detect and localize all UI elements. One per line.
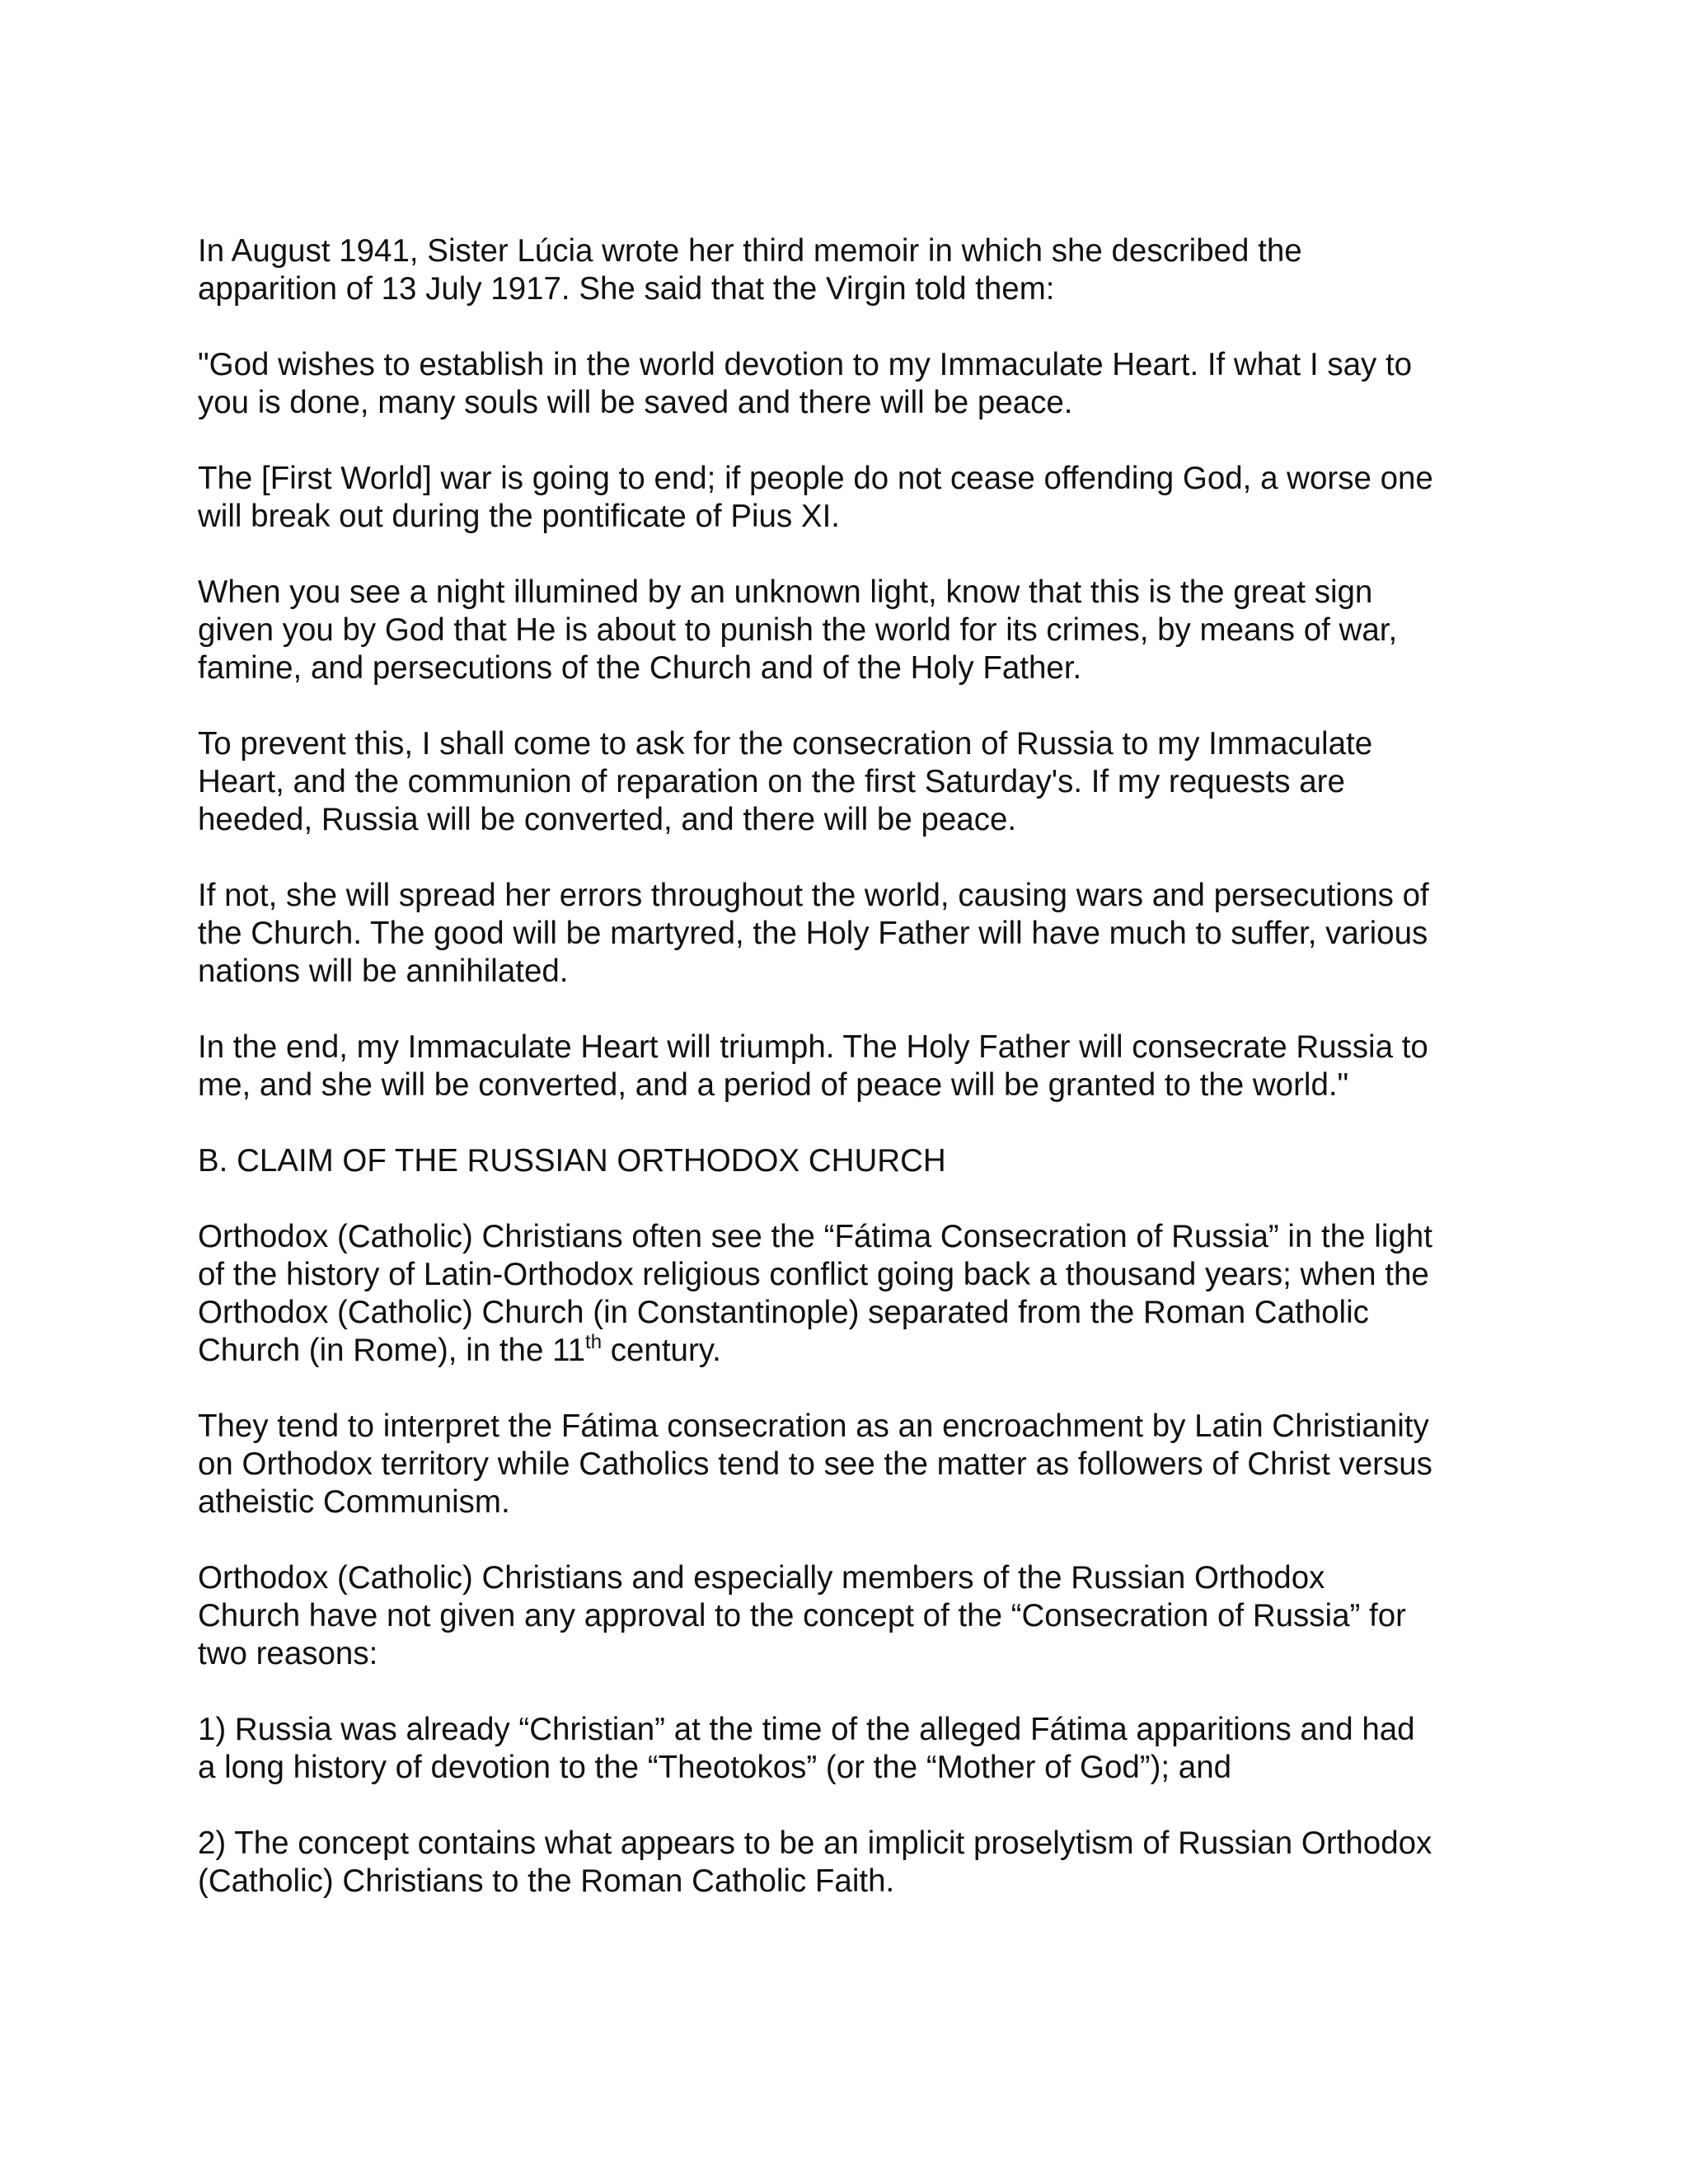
text-line: When you see a night illumined by an unknown light, know that this is the great sign [198,574,1373,610]
text-line: They tend to interpret the Fátima consecration as an encroachment by Latin Christianity [198,1408,1429,1444]
paragraph-quote-sign [198,574,1500,687]
paragraph-no-approval [198,1559,1500,1673]
paragraph-orthodox-view [198,1218,1500,1370]
text-line: 1) Russia was already “Christian” at the time of the alleged Fátima apparitions and had [198,1712,1415,1747]
text-line: Heart, and the communion of reparation on the first Saturday's. If my requests are [198,764,1345,799]
text-line: The [First World] war is going to end; if people do not cease offending God, a worse one [198,461,1433,496]
text-line: In August 1941, Sister Lúcia wrote her third memoir in which she described the [198,233,1302,269]
text-line: atheistic Communism. [198,1484,510,1520]
text-line: "God wishes to establish in the world devotion to my Immaculate Heart. If what I say to [198,347,1413,382]
text-line: me, and she will be converted, and a period of peace will be granted to the world." [198,1067,1349,1103]
text-line: Orthodox (Catholic) Church (in Constantinople) separated from the Roman Catholic [198,1295,1369,1330]
text-line: two reasons: [198,1636,378,1671]
text-line: Orthodox (Catholic) Christians often see the “Fátima Consecration of Russia” in the light [198,1219,1432,1254]
text-line: Church have not given any approval to the concept of the “Consecration of Russia” for [198,1598,1406,1633]
text-line: 2) The concept contains what appears to be an implicit proselytism of Russian Orthodox [198,1825,1432,1861]
text-line: given you by God that He is about to punish the world for its crimes, by means of war, [198,612,1398,648]
text-line: heeded, Russia will be converted, and there will be peace. [198,802,1017,837]
text-line: famine, and persecutions of the Church and of the Holy Father. [198,650,1082,686]
text-line: apparition of 13 July 1917. She said that the Virgin told them: [198,271,1055,307]
text-line: Orthodox (Catholic) Christians and especially members of the Russian Orthodox [198,1560,1325,1596]
paragraph-quote-war [198,460,1500,536]
century-text-before: Church (in Rome), in the 11 [198,1333,586,1368]
ordinal-superscript: th [585,1331,603,1353]
document-page [198,232,1500,1938]
text-line: the Church. The good will be martyred, the Holy Father will have much to suffer, various [198,916,1428,951]
paragraph-quote-triumph [198,1029,1500,1104]
section-heading-text: B. CLAIM OF THE RUSSIAN ORTHODOX CHURCH [198,1143,946,1179]
text-line: you is done, many souls will be saved and there will be peace. [198,385,1073,420]
paragraph-quote-devotion [198,346,1500,422]
text-line: In the end, my Immaculate Heart will triumph. The Holy Father will consecrate Russia to [198,1029,1428,1065]
text-line: nations will be annihilated. [198,954,569,989]
text-line: on Orthodox territory while Catholics tend to see the matter as followers of Christ versus [198,1446,1432,1482]
paragraph-interpretation [198,1408,1500,1521]
text-line: will break out during the pontificate of Pius XI. [198,499,840,534]
paragraph-quote-errors [198,877,1500,991]
text-line: of the history of Latin-Orthodox religious conflict going back a thousand years; when the [198,1257,1429,1292]
text-line: a long history of devotion to the “Theotokos” (or the “Mother of God”); and [198,1750,1232,1785]
text-line: (Catholic) Christians to the Roman Catholic Faith. [198,1863,895,1899]
text-line-century [198,1332,1500,1370]
paragraph-intro [198,232,1500,308]
section-heading [198,1142,1500,1180]
text-line: If not, she will spread her errors throughout the world, causing wars and persecutions of [198,878,1429,913]
century-text-after: century. [602,1333,721,1368]
text-line: To prevent this, I shall come to ask for the consecration of Russia to my Immaculate [198,726,1373,762]
paragraph-reason-one [198,1711,1500,1787]
paragraph-reason-two [198,1825,1500,1900]
paragraph-quote-consecration [198,725,1500,839]
